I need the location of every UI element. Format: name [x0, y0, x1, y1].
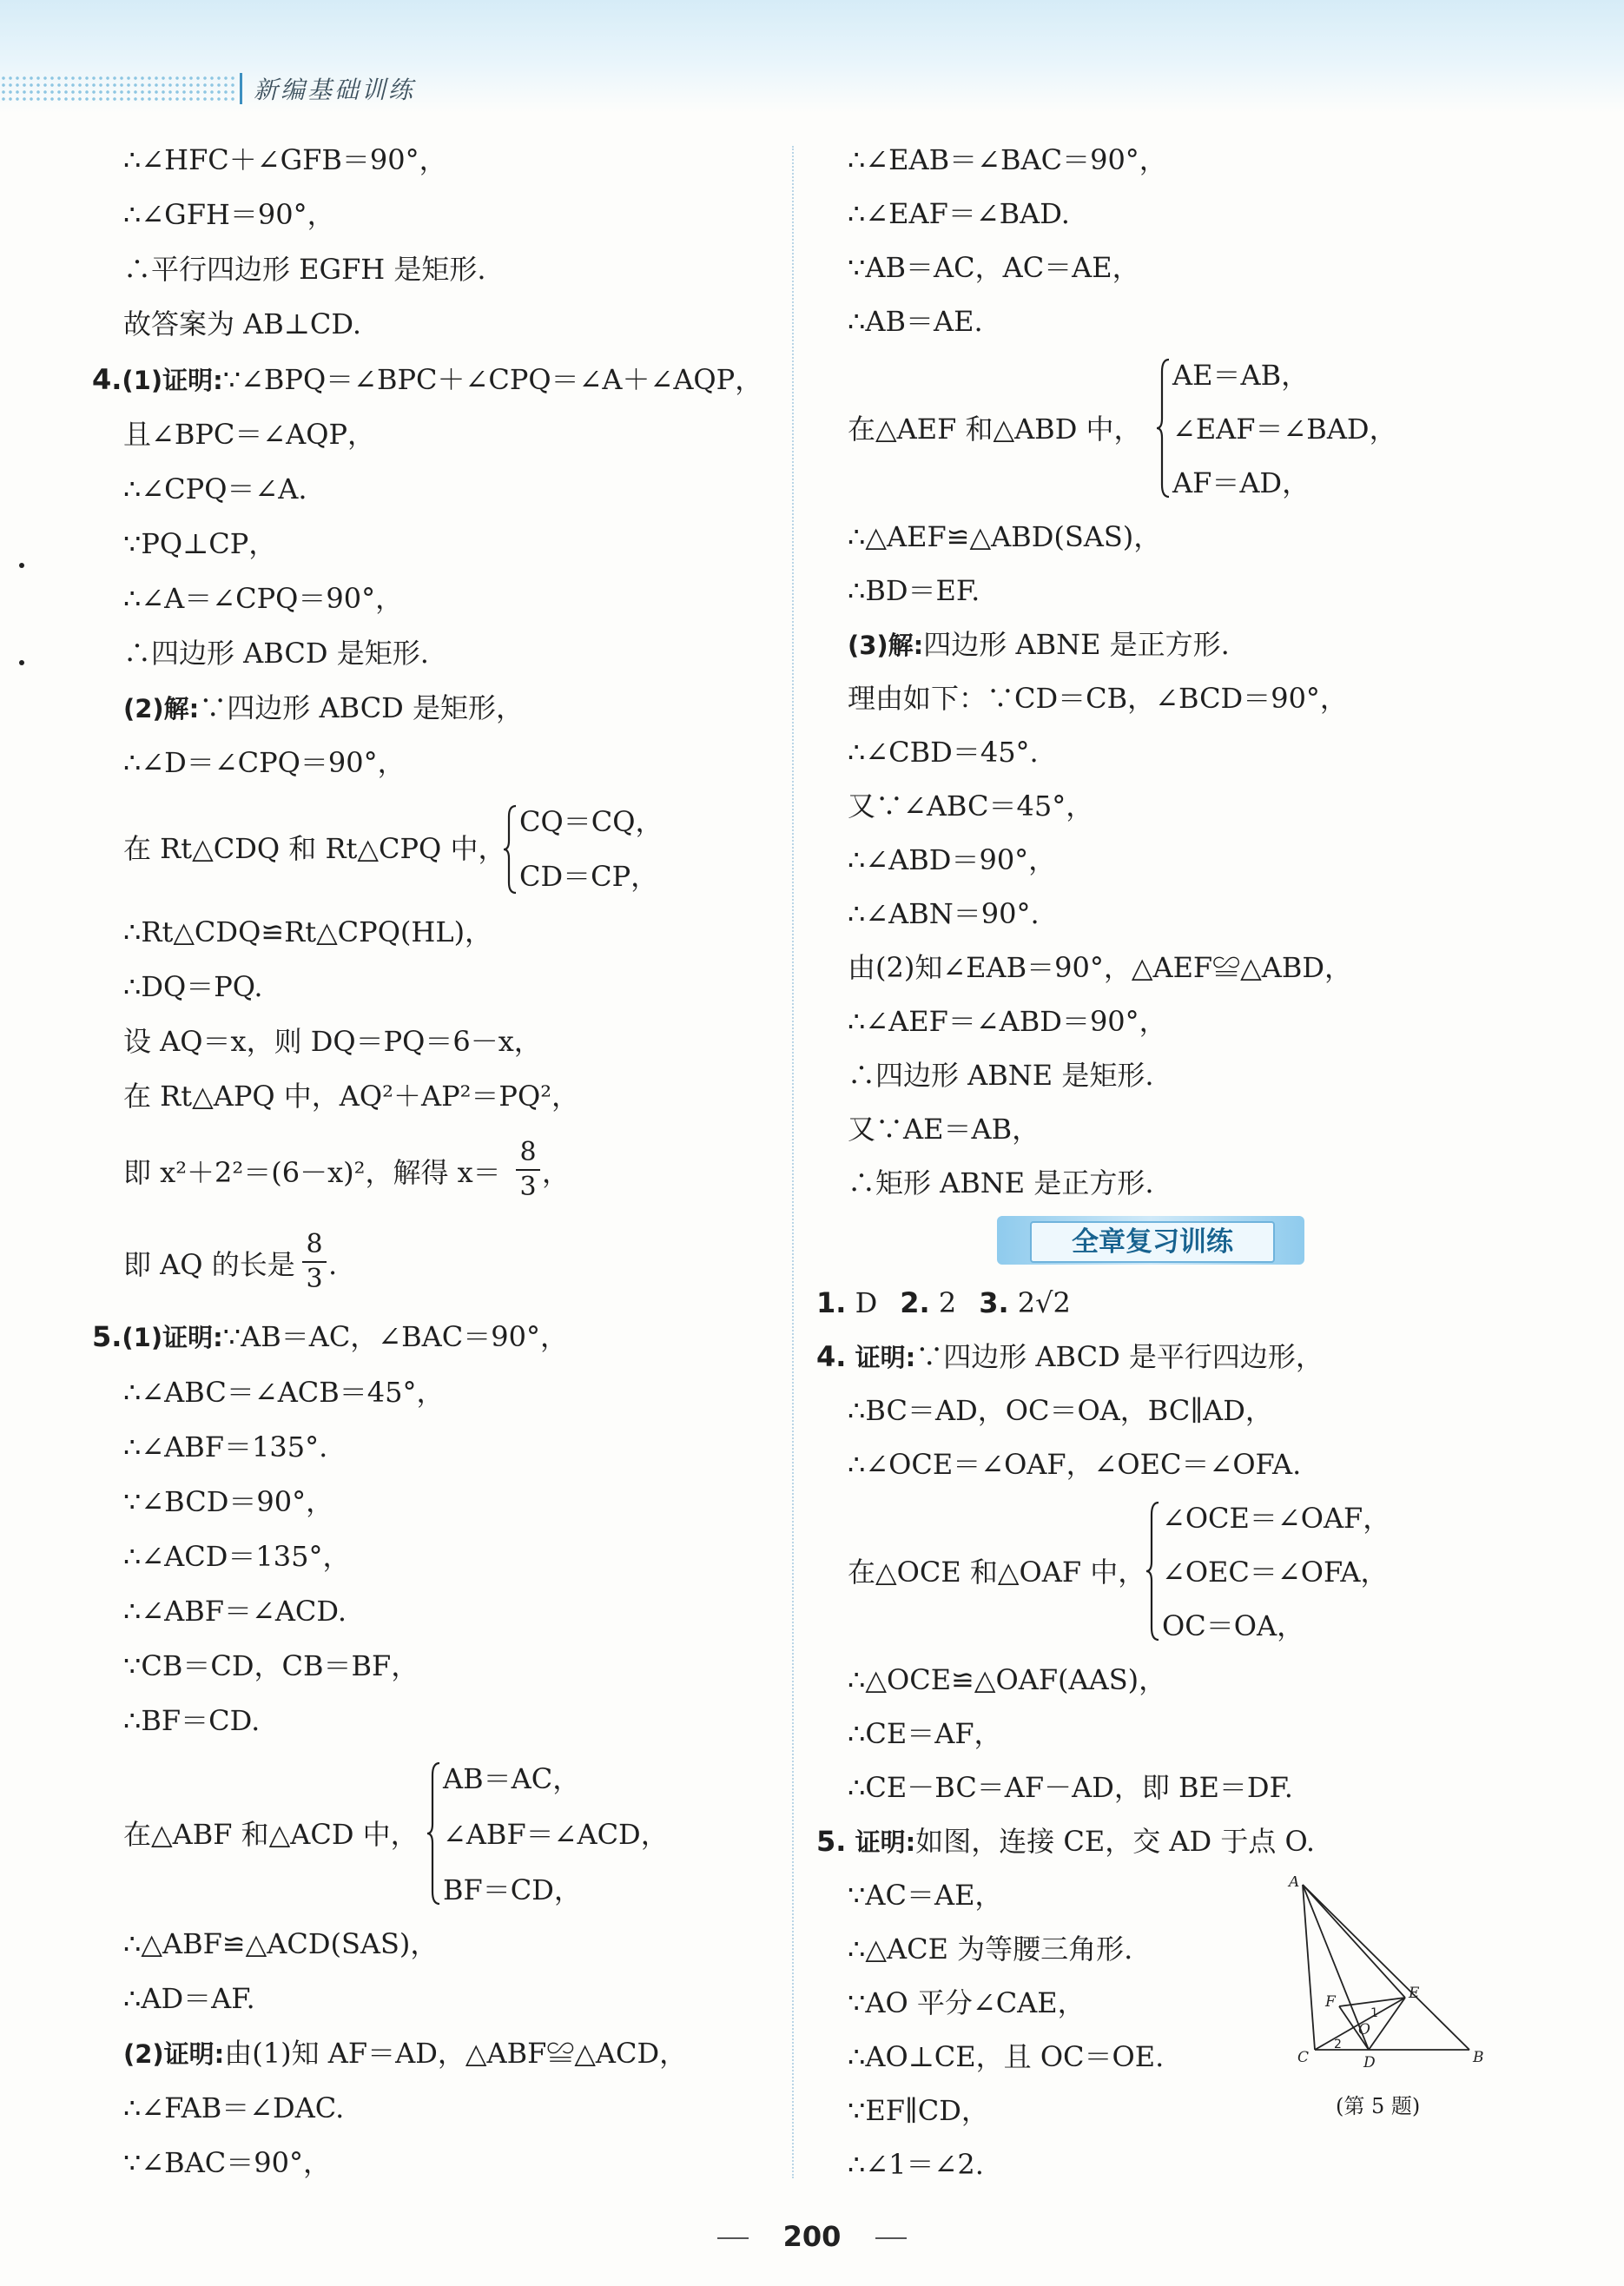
- point-label-A: A: [1289, 1876, 1300, 1891]
- text-line: ∴∠AEF＝∠ABD＝90°，: [848, 1005, 1167, 1038]
- text-line: .: [328, 1248, 338, 1281]
- point-label-C: C: [1297, 2049, 1310, 2066]
- point-label-E: E: [1409, 1985, 1420, 2002]
- brace-condition: ∠ABF＝∠ACD，: [443, 1818, 669, 1851]
- text-line: ∴△ACE 为等腰三角形.: [848, 1933, 1133, 1966]
- question-number: 5.: [816, 1825, 847, 1858]
- fraction-bar: [302, 1261, 327, 1263]
- text-line: 且∠BPC＝∠AQP，: [123, 418, 376, 451]
- question-number: 4.: [92, 363, 122, 396]
- left-brace-icon: [1155, 358, 1172, 499]
- book-series-title: 新编基础训练: [254, 71, 415, 106]
- text-content: ∵AB＝AC，∠BAC＝90°，: [222, 1320, 568, 1353]
- part-label: 证明:: [855, 1827, 916, 1857]
- question-number: 1.: [816, 1286, 847, 1319]
- text-line: ∴∠CPQ＝∠A.: [123, 472, 307, 505]
- question-5-line: [92, 1319, 568, 1355]
- point-label-F: F: [1325, 1993, 1336, 2011]
- text-line: ∴DQ＝PQ.: [123, 970, 263, 1003]
- text-line: [123, 2036, 687, 2071]
- text-line: ∴AD＝AF.: [123, 1982, 255, 2015]
- brace-condition: CQ＝CQ，: [519, 805, 663, 838]
- text-line: ∴∠EAB＝∠BAC＝90°，: [848, 143, 1167, 176]
- text-line: ∴∠1＝∠2.: [848, 2148, 984, 2181]
- text-content: 由(1)知 AF＝AD，△ABF≌△ACD，: [224, 2037, 688, 2070]
- geometry-figure: [1285, 1876, 1485, 2067]
- text-content: ∵四边形 ABCD 是平行四边形，: [915, 1340, 1324, 1373]
- text-line: ∴∠EAF＝∠BAD.: [848, 197, 1070, 230]
- text-line: 即 AQ 的长是: [123, 1248, 295, 1281]
- text-line: ∴∠ABF＝135°.: [123, 1430, 328, 1463]
- question-4-line: [816, 1339, 1324, 1375]
- text-line: ∴∠ABD＝90°，: [848, 843, 1057, 876]
- header-dot-pattern: [0, 75, 234, 102]
- text-line: ∴∠CBD＝45°.: [848, 736, 1039, 769]
- part-label: (2)证明:: [123, 2039, 225, 2069]
- text-line: ∴∠FAB＝∠DAC.: [123, 2091, 345, 2124]
- brace-intro: 在△OCE 和△OAF 中，: [848, 1556, 1146, 1589]
- section-title: 全章复习训练: [1030, 1221, 1275, 1263]
- text-line: ∴∠ABN＝90°.: [848, 897, 1040, 930]
- brace-condition: OC＝OA，: [1162, 1609, 1305, 1642]
- point-label-B: B: [1473, 2049, 1484, 2066]
- brace-condition: CD＝CP，: [519, 860, 659, 893]
- column-divider: [792, 146, 794, 2178]
- text-line: ∴AO⊥CE，且 OC＝OE.: [848, 2040, 1165, 2073]
- question-number: 4.: [816, 1340, 847, 1373]
- margin-mark: [19, 660, 24, 665]
- question-number: 3.: [979, 1286, 1009, 1319]
- brace-condition: ∠EAF＝∠BAD，: [1172, 413, 1397, 446]
- text-line: ∴BF＝CD.: [123, 1704, 261, 1737]
- brace-intro: 在△ABF 和△ACD 中，: [123, 1818, 419, 1851]
- fraction-numerator: 8: [306, 1229, 323, 1259]
- fraction-bar: [516, 1169, 540, 1171]
- text-line: 又∵AE＝AB，: [848, 1113, 1040, 1146]
- answer: D: [846, 1286, 878, 1319]
- part-label: 证明:: [855, 1343, 916, 1372]
- text-line: ∴CE＝AF，: [848, 1717, 1002, 1750]
- angle-label-2: 2: [1334, 2038, 1342, 2051]
- point-label-D: D: [1363, 2054, 1376, 2067]
- answer: 2√2: [1008, 1286, 1071, 1319]
- text-line: 即 x²＋2²＝(6－x)²，解得 x＝: [123, 1156, 501, 1189]
- text-line: 由(2)知∠EAB＝90°，△AEF≌△ABD，: [848, 951, 1353, 984]
- text-line: ，: [542, 1156, 571, 1189]
- text-line: ∴∠ACD＝135°，: [123, 1540, 351, 1573]
- text-line: [848, 627, 1230, 663]
- fraction-numerator: 8: [519, 1137, 537, 1167]
- text-content: 如图，连接 CE，交 AD 于点 O.: [915, 1825, 1316, 1858]
- brace-condition: ∠OEC＝∠OFA，: [1162, 1556, 1389, 1589]
- text-line: 理由如下：∵CD＝CB，∠BCD＝90°，: [848, 682, 1348, 715]
- text-line: ∴Rt△CDQ≌Rt△CPQ(HL)，: [123, 915, 493, 948]
- header-band: [0, 0, 1624, 113]
- text-line: ∴∠OCE＝∠OAF，∠OEC＝∠OFA.: [848, 1448, 1302, 1481]
- text-line: ∴∠A＝∠CPQ＝90°，: [123, 582, 404, 615]
- question-5-line: [816, 1824, 1315, 1860]
- brace-condition: AE＝AB，: [1172, 359, 1310, 392]
- text-line: ∴BC＝AD，OC＝OA，BC∥AD，: [848, 1394, 1273, 1427]
- text-content: 四边形 ABNE 是正方形.: [923, 628, 1230, 661]
- text-line: ∵AB＝AC，AC＝AE，: [848, 251, 1140, 284]
- text-line: ∴△AEF≌△ABD(SAS)，: [848, 520, 1162, 553]
- part-label: (1)证明:: [122, 1323, 223, 1352]
- text-line: ∴∠HFC＋∠GFB＝90°，: [123, 143, 447, 176]
- text-line: 在 Rt△APQ 中，AQ²＋AP²＝PQ²，: [123, 1080, 580, 1113]
- text-line: ∵∠BAC＝90°，: [123, 2146, 332, 2179]
- section-title-badge: [997, 1216, 1304, 1265]
- left-brace-icon: [502, 804, 519, 895]
- text-line: ∴BD＝EF.: [848, 574, 980, 607]
- text-line: 设 AQ＝x，则 DQ＝PQ＝6－x，: [123, 1025, 542, 1058]
- text-line: ∴∠GFH＝90°，: [123, 198, 335, 231]
- part-label: (3)解:: [848, 631, 924, 660]
- text-line: ∴∠ABC＝∠ACB＝45°，: [123, 1376, 445, 1409]
- left-brace-icon: [426, 1761, 443, 1906]
- point-label-O: O: [1358, 2021, 1370, 2038]
- footer-rule-right: [875, 2237, 907, 2239]
- fraction-denominator: 3: [519, 1172, 537, 1202]
- text-line: ∵AC＝AE，: [848, 1879, 1003, 1912]
- text-line: ∴四边形 ABCD 是矩形.: [123, 637, 429, 670]
- part-label: (1)证明:: [122, 366, 223, 395]
- brace-intro: 在 Rt△CDQ 和 Rt△CPQ 中，: [123, 832, 506, 865]
- text-line: ∴∠D＝∠CPQ＝90°，: [123, 746, 406, 779]
- figure-caption: (第 5 题): [1336, 2094, 1421, 2118]
- text-line: ∴CE－BC＝AF－AD，即 BE＝DF.: [848, 1771, 1293, 1804]
- page-number: 200: [782, 2220, 842, 2253]
- fraction-denominator: 3: [306, 1264, 323, 1294]
- text-content: ∵∠BPQ＝∠BPC＋∠CPQ＝∠A＋∠AQP，: [222, 363, 763, 396]
- text-line: ∴矩形 ABNE 是正方形.: [848, 1166, 1154, 1199]
- text-line: [123, 690, 524, 726]
- text-line: 又∵∠ABC＝45°，: [848, 790, 1094, 823]
- brace-condition: AB＝AC，: [443, 1762, 581, 1795]
- answer: 2: [929, 1286, 957, 1319]
- brace-condition: ∠OCE＝∠OAF，: [1162, 1502, 1391, 1535]
- angle-label-1: 1: [1370, 2006, 1378, 2020]
- brace-intro: 在△AEF 和△ABD 中，: [848, 413, 1142, 446]
- question-number: 2.: [900, 1286, 930, 1319]
- text-line: ∵CB＝CD，CB＝BF，: [123, 1649, 419, 1682]
- text-line: ∴四边形 ABNE 是矩形.: [848, 1059, 1154, 1092]
- short-answers-line: [816, 1285, 1071, 1320]
- text-line: ∴△ABF≌△ACD(SAS)，: [123, 1927, 439, 1960]
- brace-condition: AF＝AD，: [1172, 466, 1310, 499]
- text-line: 故答案为 AB⊥CD.: [123, 307, 362, 340]
- text-content: ∵四边形 ABCD 是矩形，: [199, 691, 525, 724]
- margin-mark: [19, 563, 24, 568]
- segment-AE: [1303, 1885, 1405, 1998]
- question-4-line: [92, 362, 762, 398]
- segment-DE: [1369, 1998, 1405, 2050]
- question-number: 5.: [92, 1320, 122, 1353]
- left-brace-icon: [1145, 1501, 1162, 1642]
- text-line: ∴平行四边形 EGFH 是矩形.: [123, 253, 486, 286]
- text-line: ∵EF∥CD，: [848, 2094, 989, 2127]
- text-line: ∴∠ABF＝∠ACD.: [123, 1595, 347, 1628]
- text-line: ∴△OCE≌△OAF(AAS)，: [848, 1663, 1167, 1696]
- text-line: ∴AB＝AE.: [848, 305, 983, 338]
- part-label: (2)解:: [123, 694, 200, 723]
- text-line: ∵∠BCD＝90°，: [123, 1485, 334, 1518]
- text-line: ∵PQ⊥CP，: [123, 527, 277, 560]
- brace-condition: BF＝CD，: [443, 1873, 582, 1906]
- text-line: ∵AO 平分∠CAE，: [848, 1986, 1086, 2019]
